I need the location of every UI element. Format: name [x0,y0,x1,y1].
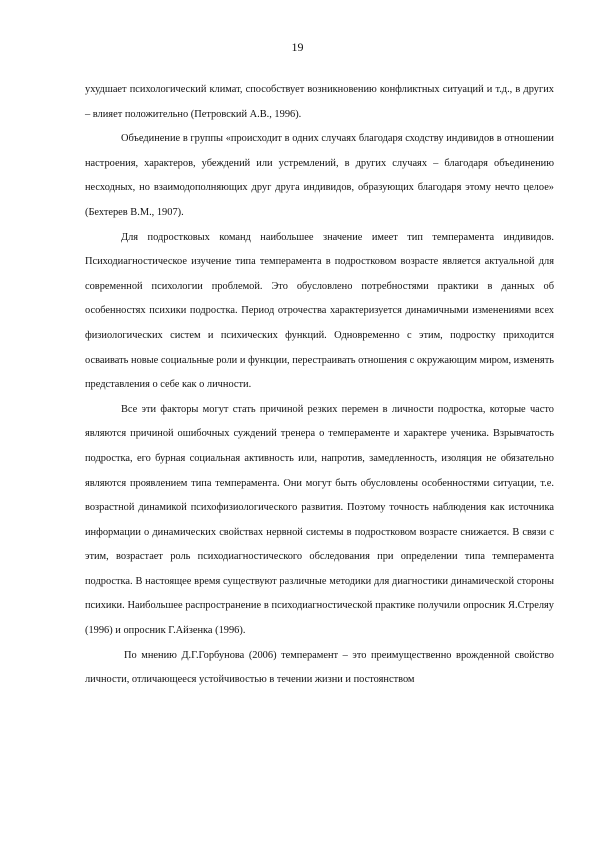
paragraph-grouping-quote: Объединение в группы «происходит в одних случаях благодаря сходству индивидов в отношении настроения, характеров, убеждений или устремлений, в других случаях – благодаря объединению несходных, но взаимодополняющих друг друга индивидов, образующих благодаря этому нечто целое» (Бехтерев В.М., 1907). [85,133,554,218]
paragraph-teen-teams: Для подростковых команд наибольшее значение имеет тип темперамента индивидов. Психодиагностическое изучение типа темперамента в подростковом возрасте является актуальной для современной психологии проблемой. Это обусловлено потребностями практики в данных об особенностях психики подростка. Период отрочества характеризуется динамичными изменениями всех физиологических систем и психических функций. Одновременно с этим, подростку приходится осваивать новые социальные роли и функции, перестраивать отношения с окружающим миром, изменять представления о себе как о личности. [85,231,554,391]
paragraph-factors: Все эти факторы могут стать причиной резких перемен в личности подростка, которые часто являются причиной ошибочных суждений тренера о темпераменте и характере ученика. Взрывчатость подростка, его бурная социальная активность или, напротив, замедленность, изоляция не обязательно являются проявлением типа темперамента. Они могут быть обусловлены особенностями ситуации, т.е. возрастной динамикой психофизиологического развития. Поэтому точность наблюдения как источника информации о динамических свойствах нервной системы в подростковом возрасте снижается. В связи с этим, возрастает роль психодиагностического обследования при определении типа темперамента подростка. В настоящее время существуют различные методики для диагностики динамической стороны психики. Наибольшее распространение в психодиагностической практике получили опросник Я.Стреляу (1996) и опросник Г.Айзенка (1996). [85,403,554,637]
page-number: 19 [291,40,304,54]
body-text [85,78,554,693]
paragraph-gorbunov: По мнению Д.Г.Горбунова (2006) темперамент – это преимущественно врожденной свойство личности, отличающееся устойчивостью в течении жизни и постоянством [85,649,554,686]
paragraph-continued: ухудшает психологический климат, способствует возникновению конфликтных ситуаций и т.д., в других – влияет положительно (Петровский А.В., 1996). [85,84,554,120]
